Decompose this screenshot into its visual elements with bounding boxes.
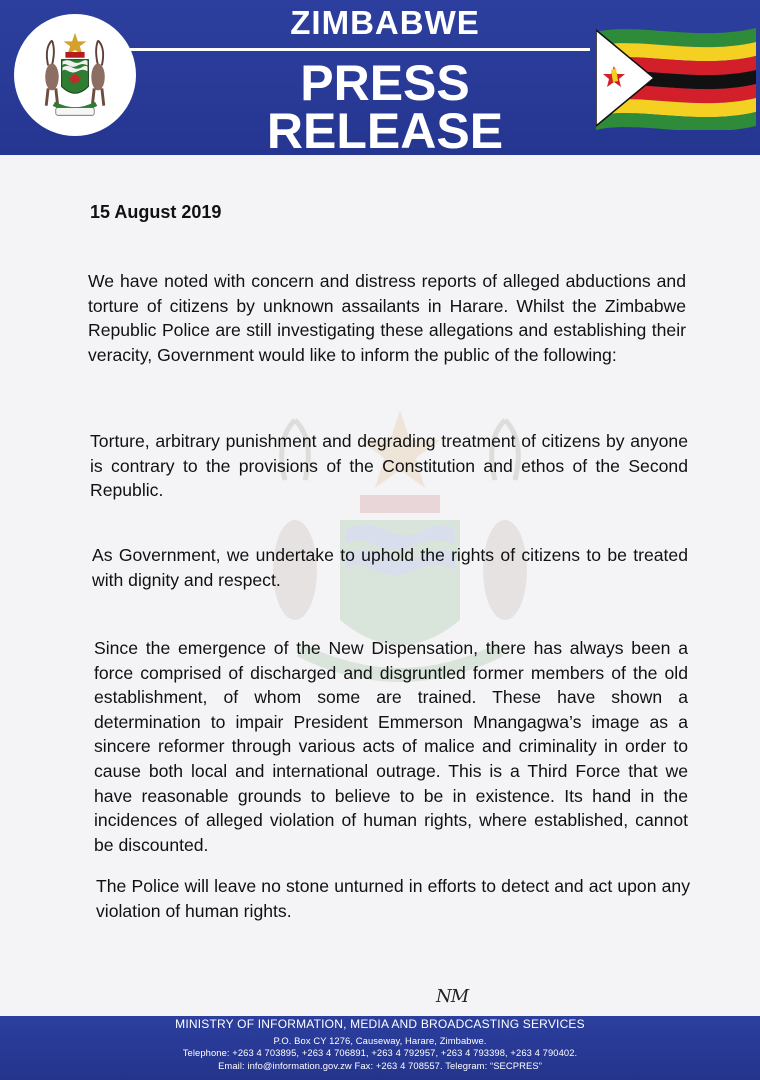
signature-initials: NM: [436, 986, 469, 1007]
paragraph-third-force: Since the emergence of the New Dispensation, there has always been a force comprised of discharged and disgruntled former members of the old establishment, of whom some are trained. These have shown a determination to impair President Emmerson Mnangagwa’s image as a sincere reformer through various acts of malice and criminality in order to cause both local and international outrage. This is a Third Force that we have reasonable grounds to believe to be in existence. Its hand in the incidences of alleged violation of human rights, where established, cannot be discounted.: [94, 638, 688, 855]
footer-ministry: MINISTRY OF INFORMATION, MEDIA AND BROADCASTING SERVICES: [175, 1017, 585, 1031]
footer-contact: Email: info@information.gov.zw Fax: +263 4 708557. Telegram: “SECPRES”: [218, 1060, 542, 1071]
paragraph-police: The Police will leave no stone unturned in efforts to detect and act upon any violation of human rights.: [96, 876, 690, 921]
header-divider: [130, 48, 590, 51]
country-title: ZIMBABWE: [290, 4, 480, 41]
paragraph-torture: Torture, arbitrary punishment and degrading treatment of citizens by anyone is contrary to the provisions of the Constitution and ethos of the Second Republic.: [90, 431, 688, 501]
coat-of-arms-icon: [27, 27, 123, 123]
paragraph-rights: As Government, we undertake to uphold the rights of citizens to be treated with dignity and respect.: [92, 545, 688, 590]
coat-of-arms-badge: [14, 14, 136, 136]
release-title: RELEASE: [266, 103, 504, 159]
paragraph-intro: We have noted with concern and distress reports of alleged abductions and torture of citizens by unknown assailants in Harare. Whilst the Zimbabwe Republic Police are still investigating these allegations and establishing their veracity, Government would like to inform the public of the following:: [88, 271, 686, 365]
footer-address: P.O. Box CY 1276, Causeway, Harare, Zimbabwe.: [273, 1035, 487, 1046]
release-date: 15 August 2019: [90, 202, 222, 222]
zimbabwe-flag-icon: [596, 26, 756, 130]
press-title: PRESS: [300, 55, 470, 111]
footer-phone: Telephone: +263 4 703895, +263 4 706891, +263 4 792957, +263 4 793398, +263 4 790402.: [182, 1047, 578, 1058]
